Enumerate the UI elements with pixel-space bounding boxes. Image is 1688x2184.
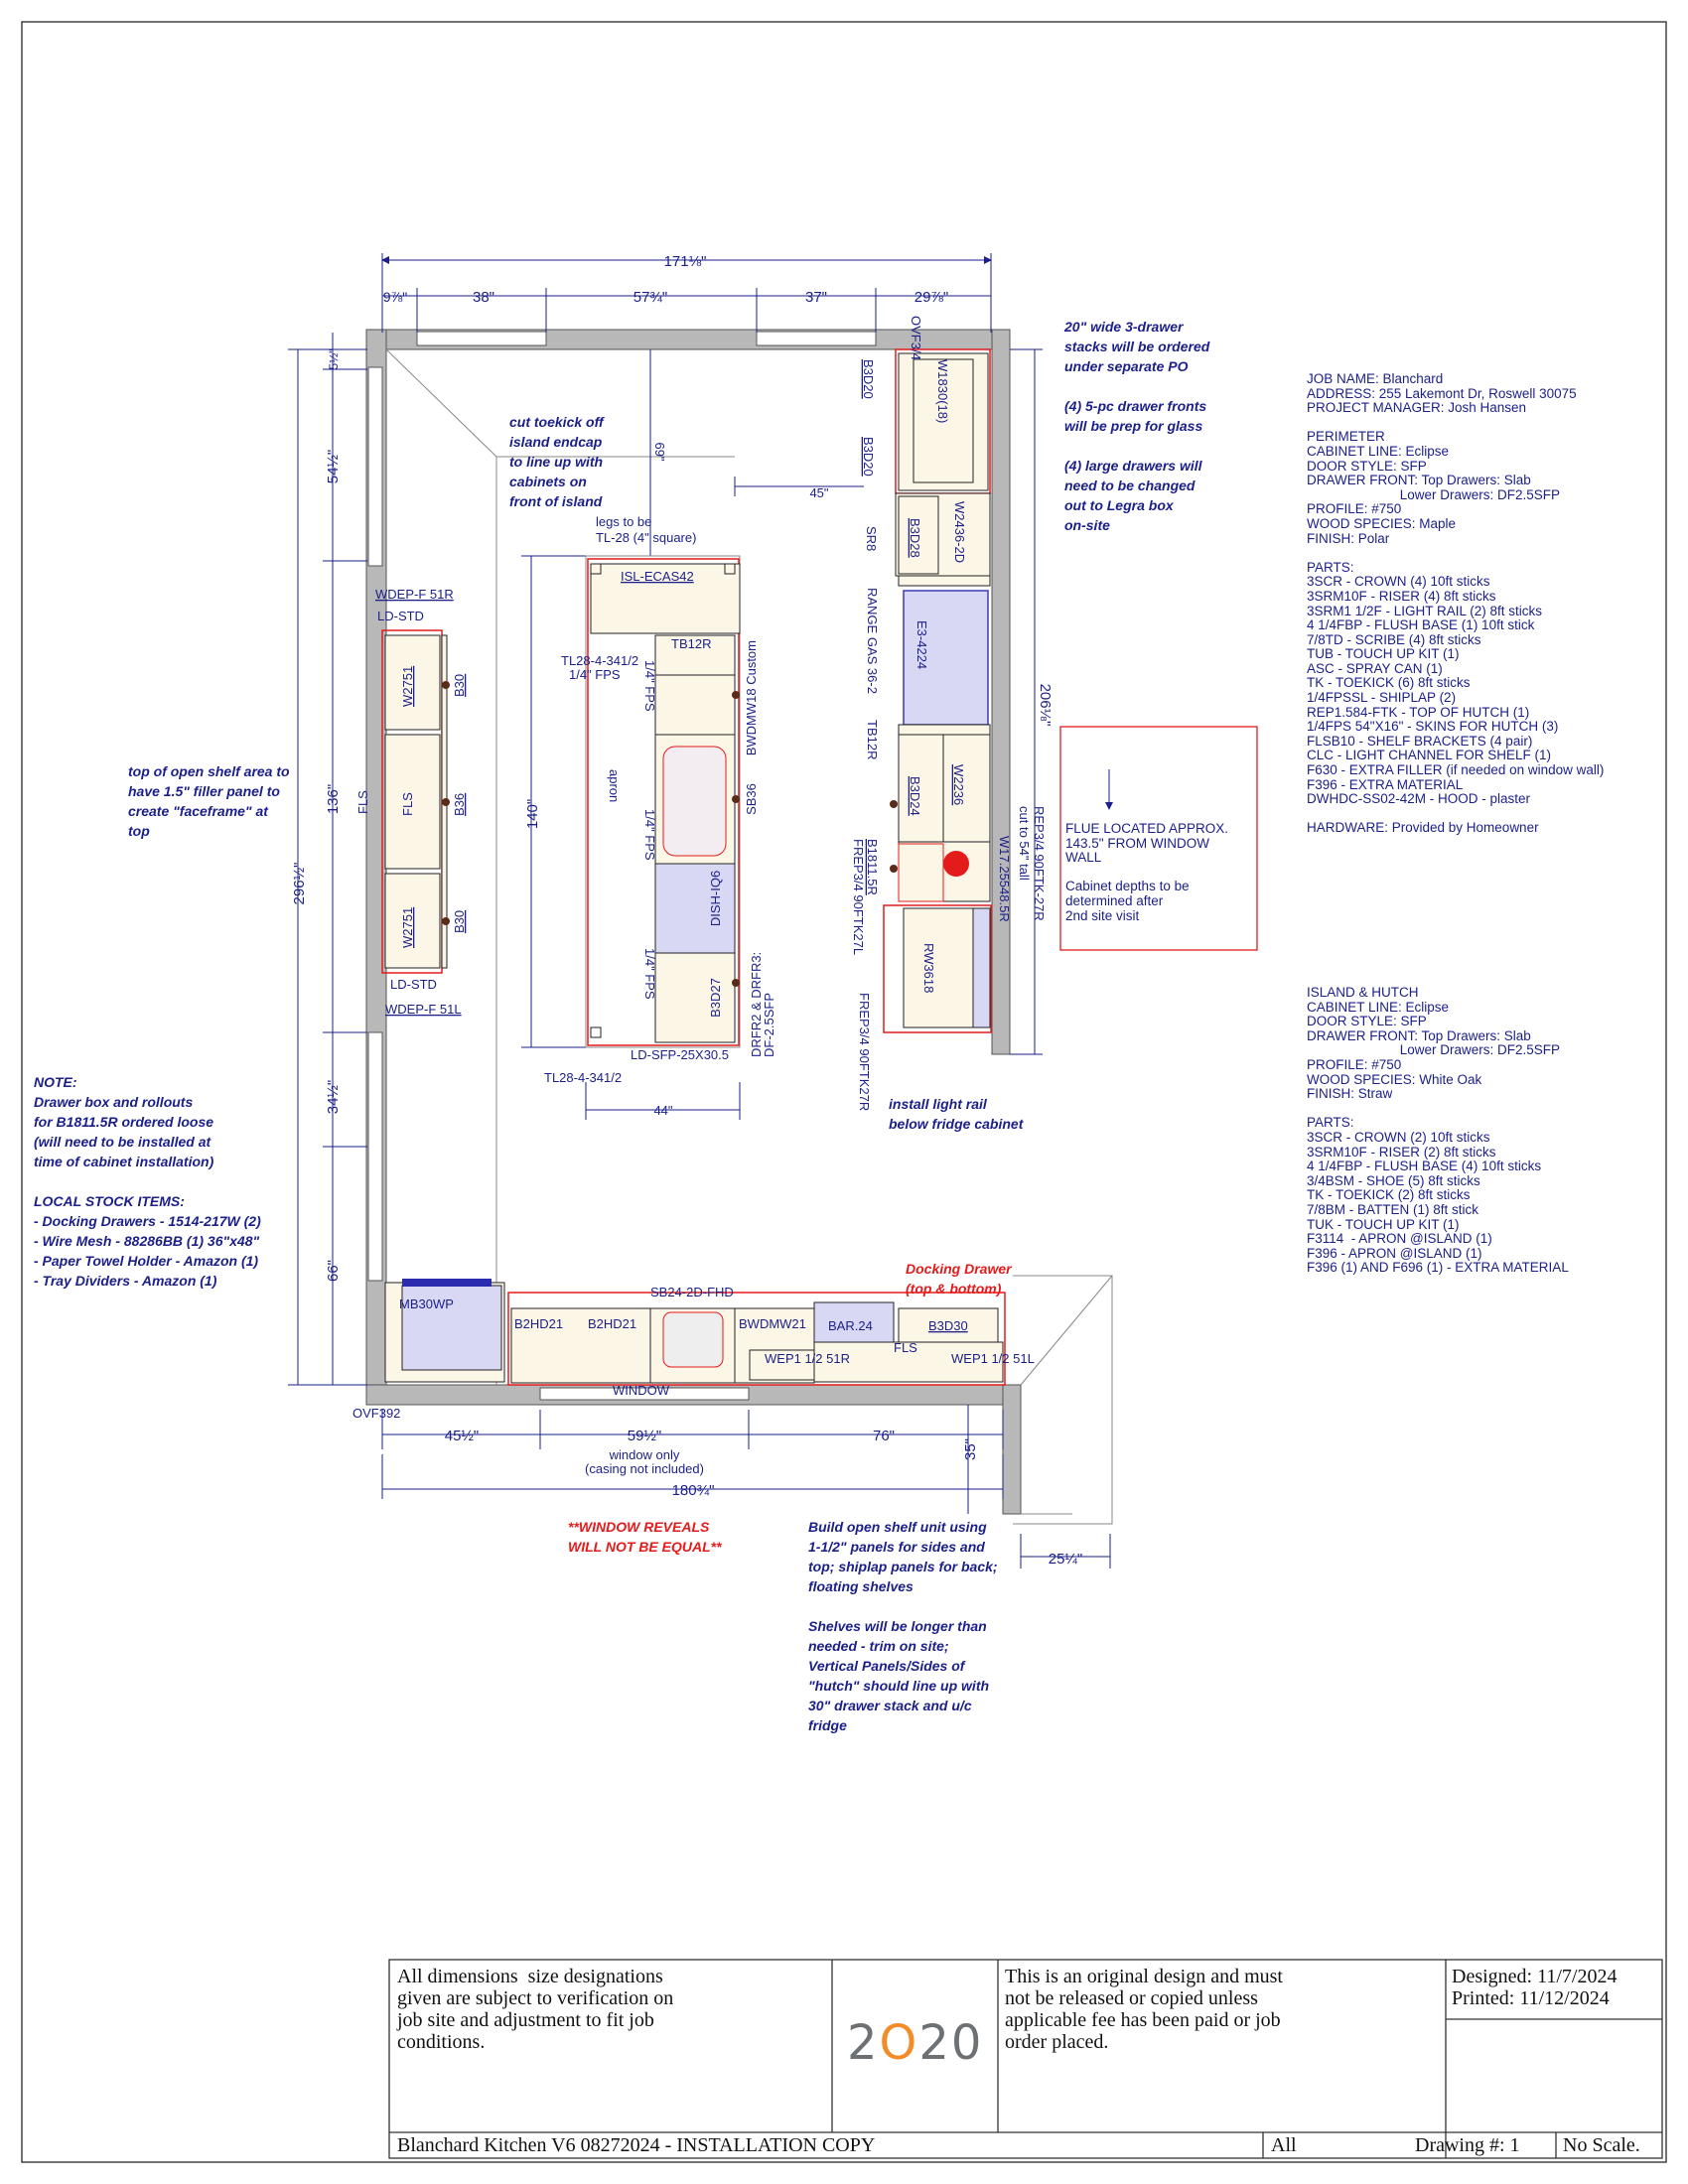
dim-top-d: 37" [804,289,828,306]
tb-printed: Printed: 11/12/2024 [1452,1987,1610,2009]
label-rw3618: RW3618 [921,943,936,994]
note-drawer-stacks: 20" wide 3-drawer stacks will be ordered under separate PO (4) 5-pc drawer fronts will be prep for glass (4) large drawers will need to be changed out to Legra box on-site [1064,319,1210,533]
label-ld-sfp: LD-SFP-25X30.5 [631,1047,729,1062]
left-wall-hutch [382,630,450,973]
dim-right-side: 206⅛" [1037,683,1054,727]
dim-bottom-overall: 180¾" [671,1482,715,1499]
dim-overall-top: 171⅛" [663,253,707,270]
logo-2020: 2O20 [847,2015,984,2071]
note-local-stock: NOTE: Drawer box and rollouts for B1811.5R ordered loose (will need to be installed at time of cabinet installation) LOCAL STOCK ITEMS: - Docking Drawers - 1514-217W (2) - Wire Mesh - 88286BB (1) 36"x48" - Paper Towel Holder - Amazon (1) - Tray Dividers - Amazon (1) [34,1074,261,1289]
label-ovf392: OVF392 [352,1406,401,1421]
label-cut: cut to 54" tall [1017,806,1032,881]
label-frep-b: FREP3/4 90FTK27R [857,993,872,1112]
label-fls-bot: FLS [894,1340,917,1355]
dim-island-len: 140" [524,798,541,830]
label-sb24: SB24-2D-FHD [650,1285,734,1299]
dim-45: 45" [809,485,829,500]
tb-view: All [1271,2134,1297,2156]
tb-disclaimer: All dimensions size designations given are subject to verification on job site and adjustment to fit job conditions. [397,1966,674,2053]
note-open-shelf: top of open shelf area to have 1.5" filler panel to create "faceframe" at top [128,763,290,839]
tb-title: Blanchard Kitchen V6 08272024 - INSTALLATION COPY [397,2134,876,2156]
note-window-reveals: **WINDOW REVEALS WILL NOT BE EQUAL** [568,1519,722,1555]
tb-designed: Designed: 11/7/2024 [1452,1966,1618,1987]
label-fls-left: FLS [355,790,370,814]
label-b3d28: B3D28 [908,518,922,558]
dim-top-c: 57¾" [633,289,668,306]
label-drfr-2: DF-2.5SFP [762,992,776,1057]
label-bwdmw18: BWDMW18 Custom [744,640,759,756]
label-tl28-a: TL28-4-341/2 [561,653,639,668]
label-w2751-a: W2751 [400,665,415,707]
dim-bottom-c: 76" [872,1428,896,1444]
label-b1811: B1811.5R [865,839,880,895]
label-b36: B36 [452,792,467,816]
label-fps-3: 1/4" FPS [642,948,657,1000]
label-sr8: SR8 [864,526,879,552]
label-w-tall: W1830(18) [935,359,950,424]
label-wdep-f51l: WDEP-F 51L [385,1002,462,1017]
label-w17: W17.25548.5R [997,836,1012,922]
label-b30-b: B30 [452,909,467,933]
dim-left-e: 66" [325,1259,342,1283]
dim-left-a: 5½" [327,348,341,370]
label-b2hd21-b: B2HD21 [588,1316,637,1331]
label-tb12r: TB12R [671,636,712,651]
label-tb12r-b: TB12R [865,720,880,760]
label-b3d20-a: B3D20 [861,359,876,399]
label-ld-std-top: LD-STD [377,609,424,623]
dim-overall-left: 296½" [291,862,308,905]
label-ovf-top: OVF3/4 [909,316,923,360]
dim-bottom-b: 59½" [627,1428,662,1444]
label-b2hd21-a: B2HD21 [514,1316,564,1331]
label-tl28-b: TL28-4-341/2 [544,1070,623,1085]
label-legs-1: legs to be [596,514,652,529]
label-e3: E3-4224 [914,620,929,670]
label-w2751-b: W2751 [400,906,415,948]
label-frep-a: FREP3/4 90FTK27L [851,839,866,956]
label-tl28-fps: 1/4" FPS [569,667,621,682]
spec-island: ISLAND & HUTCH CABINET LINE: Eclipse DOOR STYLE: SFP DRAWER FRONT: Top Drawers: Slab Lower Drawers: DF2.5SFP PROFILE: #750 WOOD SPECIES: White Oak FINISH: Straw PARTS: 3SCR - CROWN (2) 10ft sticks 3SRM10F - RISER (2) 8ft sticks 4 1/4FBP - FLUSH BASE (4) 10ft sticks 3/4BSM - SHOE (5) 8ft sticks TK - TOEKICK (2) 8ft sticks 7/8BM - BATTEN (1) 8ft stick TUK - TOUCH UP KIT (1) F3114 - APRON @ISLAND (1) F396 - APRON @ISLAND (1) F396 (1) AND F696 (1) - EXTRA MATERIAL [1307,985,1569,1276]
dim-top-e: 29⅞" [914,289,949,306]
dim-top-b: 38" [472,289,495,306]
label-sb36: SB36 [744,783,759,815]
tb-scale: No Scale. [1563,2134,1640,2156]
dim-bottom-a: 45½" [444,1428,480,1444]
dim-bottom-right: 25¼" [1048,1551,1083,1568]
dim-left-b: 54½" [325,449,342,484]
label-mb30wp: MB30WP [399,1297,454,1311]
label-dish-iq6: DISH-IQ6 [708,870,723,927]
dim-island-width: 44" [653,1103,673,1118]
note-flue: FLUE LOCATED APPROX. 143.5" FROM WINDOW WALL Cabinet depths to be determined after 2nd site visit [1065,821,1229,923]
label-w2436: W2436-2D [952,501,967,564]
label-wep-r: WEP1 1/2 51R [765,1351,850,1366]
dim-69: 69" [652,442,667,462]
label-window-only: window only [609,1447,680,1462]
label-apron: apron [607,769,622,803]
label-ld-std-bot: LD-STD [390,977,437,992]
label-isl-ecas42: ISL-ECAS42 [621,569,694,584]
label-fls-inner: FLS [400,792,415,816]
note-light-rail: install light rail below fridge cabinet [889,1096,1024,1132]
spec-perimeter: JOB NAME: Blanchard ADDRESS: 255 Lakemont Dr, Roswell 30075 PROJECT MANAGER: Josh Hansen PERIMETER CABINET LINE: Eclipse DOOR STYLE: SFP DRAWER FRONT: Top Drawers: Slab Lower Drawers: DF2.5SFP PROFILE: #750 WOOD SPECIES: Maple FINISH: Polar PARTS: 3SCR - CROWN (4) 10ft sticks 3SRM10F - RISER (4) 8ft sticks 3SRM1 1/2F - LIGHT RAIL (2) 8ft sticks 4 1/4FBP - FLUSH BASE (1) 10ft stick 7/8TD - SCRIBE (4) 8ft sticks TUB - TOUCH UP KIT (1) ASC - SPRAY CAN (1) TK - TOEKICK (6) 8ft sticks 1/4FPSSL - SHIPLAP (2) REP1.584-FTK - TOP OF HUTCH (1) 1/4FPS 54"X16" - SKINS FOR HUTCH (3) FLSB10 - SHELF BRACKETS (4 pair) CLC - LIGHT CHANNEL FOR SHELF (1) F630 - EXTRA FILLER (if needed on window wall) F396 - EXTRA MATERIAL DWHDC-SS02-42M - HOOD - plaster HARDWARE: Provided by Homeowner [1307,371,1605,836]
label-fps-2: 1/4" FPS [642,809,657,861]
label-b3d27: B3D27 [708,978,723,1018]
label-b3d20-b: B3D20 [861,437,876,477]
label-rep: REP3/4 90FTK-27R [1032,806,1047,921]
label-drfr: DRFR2 & DRFR3: [749,951,764,1057]
dim-left-d: 34½" [325,1079,342,1115]
label-range: RANGE GAS 36-2 [865,588,880,694]
dim-left-c: 136" [325,783,342,815]
label-casing: (casing not included) [585,1461,704,1476]
label-b3d30: B3D30 [928,1318,968,1333]
tb-copyright: This is an original design and must not be released or copied unless applicable fee has been paid or job order placed. [1005,1966,1283,2053]
label-window: WINDOW [613,1383,670,1398]
label-legs-2: TL-28 (4" square) [596,530,697,545]
label-wdep-f51r: WDEP-F 51R [375,587,454,602]
label-bar24: BAR.24 [828,1318,873,1333]
note-toekick: cut toekick off island endcap to line up with cabinets on front of island [509,414,604,509]
dim-bottom-drop: 35" [962,1437,979,1461]
note-build-shelf: Build open shelf unit using 1-1/2" panels for sides and top; shiplap panels for back; floating shelves Shelves will be longer than needed - trim on site; Vertical Panels/Sides of "hutch" should line up with 30" drawer stack and u/c fridge [808,1519,998,1733]
label-b30-a: B30 [452,673,467,697]
label-fps-1: 1/4" FPS [642,660,657,712]
label-w2236: W2236 [951,764,966,806]
label-wep-l: WEP1 1/2 51L [951,1351,1035,1366]
right-wall-run [884,349,991,1032]
note-docking-drawer: Docking Drawer (top & bottom) [906,1261,1012,1297]
label-b3d24: B3D24 [908,776,922,816]
label-bwdmw21: BWDMW21 [739,1316,806,1331]
dim-top-a: 9⅞" [382,289,408,305]
tb-drawing-no: Drawing #: 1 [1415,2134,1520,2156]
